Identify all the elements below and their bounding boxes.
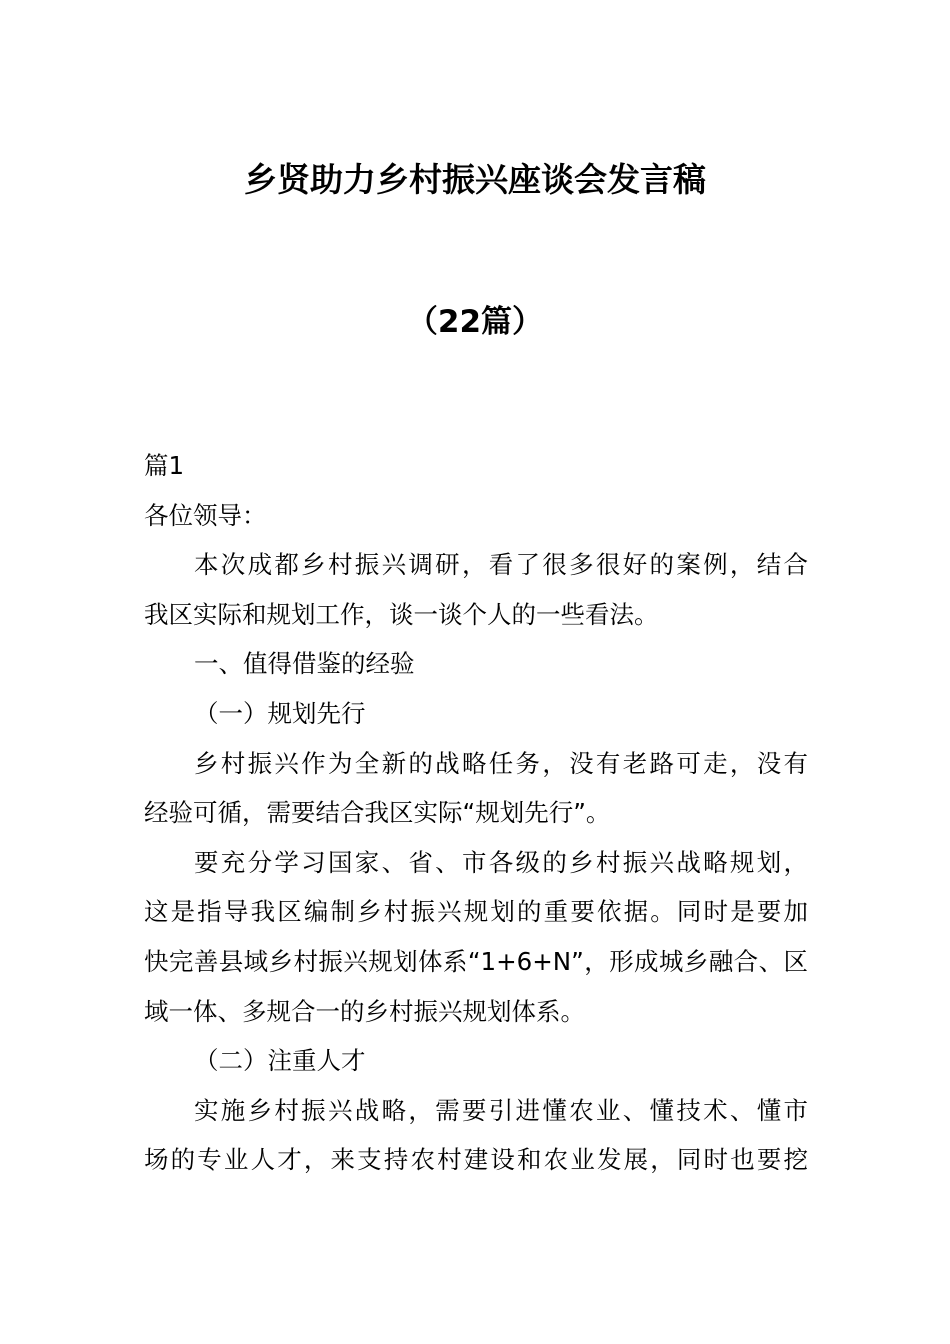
body-line-text: 篇1 bbox=[144, 451, 185, 480]
body-line-text: （二）注重人才 bbox=[194, 1046, 366, 1076]
body-line-text: 实施乡村振兴战略，需要引进懂农业、懂技术、懂市 bbox=[194, 1095, 808, 1125]
body-line-text: 本次成都乡村振兴调研，看了很多很好的案例，结合 bbox=[194, 550, 808, 580]
document-subtitle: （22篇） bbox=[406, 304, 544, 340]
body-line-text: 场的专业人才，来支持农村建设和农业发展，同时也要挖 bbox=[144, 1145, 808, 1175]
body-line-text: 快完善县域乡村振兴规划体系“1+6+N”，形成城乡融合、区 bbox=[144, 946, 808, 976]
body-line bbox=[144, 987, 808, 1037]
body-line-text: 各位领导： bbox=[144, 500, 267, 530]
body-line bbox=[144, 838, 808, 888]
document-title: 乡贤助力乡村振兴座谈会发言稿 bbox=[244, 160, 706, 199]
body-line-text: 域一体、多规合一的乡村振兴规划体系。 bbox=[144, 996, 585, 1026]
body-line bbox=[144, 739, 808, 789]
body-line-text: （一）规划先行 bbox=[194, 698, 366, 728]
body-line-text: 一、值得借鉴的经验 bbox=[194, 649, 415, 679]
body-line-text: 乡村振兴作为全新的战略任务，没有老路可走，没有 bbox=[194, 748, 808, 778]
body-line-text: 经验可循，需要结合我区实际“规划先行”。 bbox=[144, 798, 611, 828]
body-line bbox=[144, 639, 808, 689]
body-line bbox=[144, 937, 808, 987]
body-line bbox=[144, 788, 808, 838]
body-line-text: 这是指导我区编制乡村振兴规划的重要依据。同时是要加 bbox=[144, 897, 808, 927]
body-line bbox=[144, 1135, 808, 1185]
body-line bbox=[144, 590, 808, 640]
body-line bbox=[144, 689, 808, 739]
body-line bbox=[144, 491, 808, 541]
body-line-text: 要充分学习国家、省、市各级的乡村振兴战略规划， bbox=[194, 847, 808, 877]
body-line bbox=[144, 887, 808, 937]
body-line bbox=[144, 540, 808, 590]
body-line bbox=[144, 1086, 808, 1136]
body-line-text: 我区实际和规划工作，谈一谈个人的一些看法。 bbox=[144, 599, 659, 629]
body-line bbox=[144, 441, 808, 491]
body-line bbox=[144, 1036, 808, 1086]
document-body bbox=[144, 441, 808, 1185]
